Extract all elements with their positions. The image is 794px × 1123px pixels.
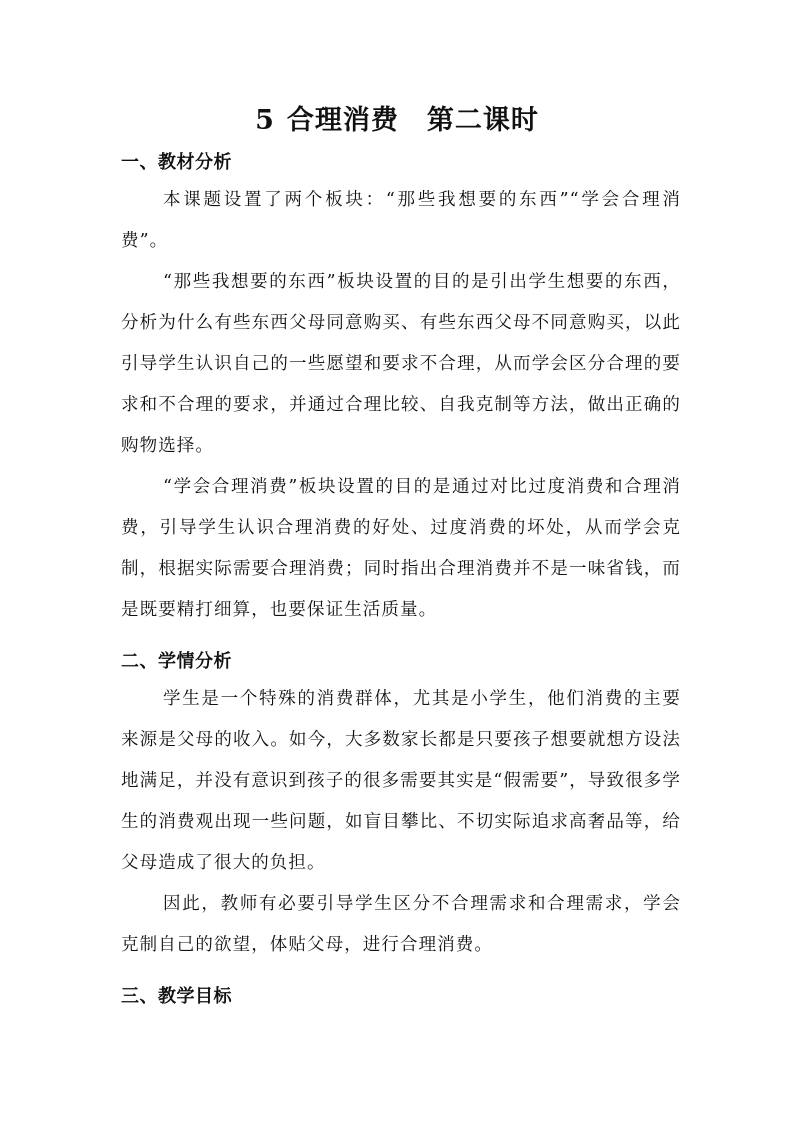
section-heading-student-analysis: 二、学情分析 [121, 651, 232, 672]
title-lesson-name: 合理消费 [286, 105, 399, 136]
paragraph: “那些我想要的东西”板块设置的目的是引出学生想要的东西，分析为什么有些东西父母同意购买、有些东西父母不同意购买，以此引导学生认识自己的一些愿望和要求不合理，从而学会区分合理的要求和不合理的要求，并通过合理比较、自我克制等方法，做出正确的购物选择。 [121, 272, 681, 456]
title-lesson-number: 5 [255, 105, 275, 136]
section-heading-textbook-analysis: 一、教材分析 [121, 152, 232, 173]
title-lesson-period: 第二课时 [426, 105, 539, 136]
paragraph: 学生是一个特殊的消费群体，尤其是小学生，他们消费的主要来源是父母的收入。如今，大多数家长都是只要孩子想要就想方设法地满足，并没有意识到孩子的很多需要其实是“假需要”，导致很多学生的消费观出现一些问题，如盲目攀比、不切实际追求高奢品等，给父母造成了很大的负担。 [121, 689, 681, 873]
paragraph: 本课题设置了两个板块：“那些我想要的东西”“学会合理消费”。 [121, 190, 681, 251]
page-title [0, 98, 794, 137]
paragraph: “学会合理消费”板块设置的目的是通过对比过度消费和合理消费，引导学生认识合理消费的好处、过度消费的坏处，从而学会克制，根据实际需要合理消费；同时指出合理消费并不是一味省钱，而是既要精打细算，也要保证生活质量。 [121, 477, 681, 620]
section-heading-teaching-goals: 三、教学目标 [121, 986, 232, 1007]
paragraph: 因此，教师有必要引导学生区分不合理需求和合理需求，学会克制自己的欲望，体贴父母，进行合理消费。 [121, 894, 681, 955]
